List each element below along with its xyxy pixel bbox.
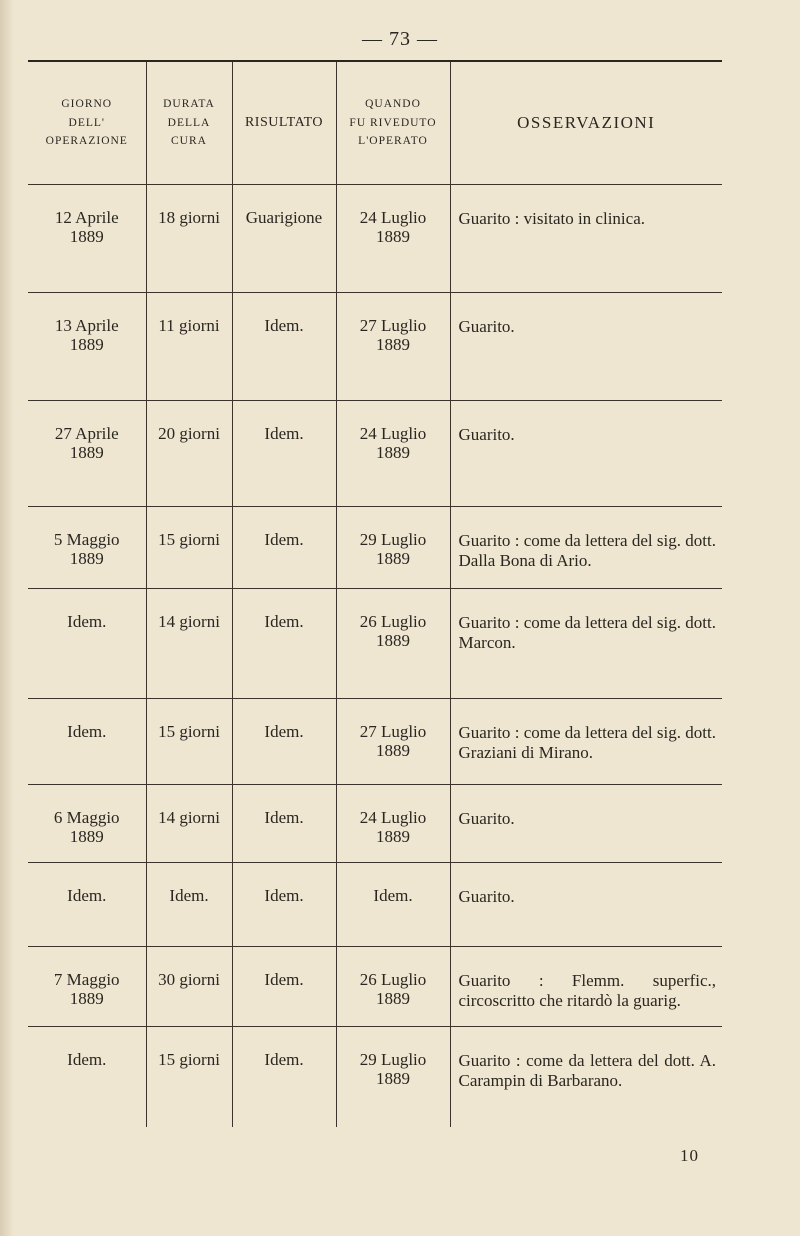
cell-giorno: Idem. [28, 589, 146, 699]
table-body [28, 185, 722, 1127]
cell-risultato: Idem. [232, 401, 336, 507]
cell-osservazioni: Guarito. [450, 863, 722, 947]
cell-quando: 24 Luglio 1889 [336, 785, 450, 863]
cell-durata: 20 giorni [146, 401, 232, 507]
table-row [28, 1027, 722, 1127]
cell-durata: 14 giorni [146, 589, 232, 699]
results-table [28, 62, 722, 1127]
table-row [28, 589, 722, 699]
cell-durata: 15 giorni [146, 699, 232, 785]
cell-osservazioni: Guarito : come da lettera del sig. dott. Dalla Bona di Ario. [450, 507, 722, 589]
cell-durata: 30 giorni [146, 947, 232, 1027]
cell-osservazioni: Guarito : Flemm. superfic., circoscritto che ritardò la guarig. [450, 947, 722, 1027]
cell-risultato: Idem. [232, 1027, 336, 1127]
cell-giorno: 7 Maggio 1889 [28, 947, 146, 1027]
cell-giorno: Idem. [28, 863, 146, 947]
cell-risultato: Idem. [232, 699, 336, 785]
cell-quando: 24 Luglio 1889 [336, 401, 450, 507]
cell-quando: 29 Luglio 1889 [336, 1027, 450, 1127]
cell-giorno: 6 Maggio 1889 [28, 785, 146, 863]
cell-risultato: Guarigione [232, 185, 336, 293]
cell-giorno: 27 Aprile 1889 [28, 401, 146, 507]
table-row [28, 293, 722, 401]
header-durata-cura: DURATA DELLA CURA [146, 62, 232, 185]
cell-durata: 11 giorni [146, 293, 232, 401]
cell-giorno: 13 Aprile 1889 [28, 293, 146, 401]
cell-quando: 29 Luglio 1889 [336, 507, 450, 589]
header-risultato: RISULTATO [232, 62, 336, 185]
cell-quando: 26 Luglio 1889 [336, 589, 450, 699]
cell-risultato: Idem. [232, 863, 336, 947]
header-quando-riveduto: QUANDO FU RIVEDUTO L'OPERATO [336, 62, 450, 185]
cell-quando: 27 Luglio 1889 [336, 699, 450, 785]
cell-osservazioni: Guarito. [450, 785, 722, 863]
table-row [28, 699, 722, 785]
header-giorno-operazione: GIORNO DELL' OPERAZIONE [28, 62, 146, 185]
cell-osservazioni: Guarito : come da lettera del sig. dott. Marcon. [450, 589, 722, 699]
table-row [28, 785, 722, 863]
cell-risultato: Idem. [232, 785, 336, 863]
cell-durata: 14 giorni [146, 785, 232, 863]
cell-osservazioni: Guarito : come da lettera del dott. A. Carampin di Barbarano. [450, 1027, 722, 1127]
cell-giorno: Idem. [28, 699, 146, 785]
cell-risultato: Idem. [232, 947, 336, 1027]
table-row [28, 507, 722, 589]
cell-giorno: Idem. [67, 1050, 107, 1069]
page-number: — 73 — [362, 28, 438, 50]
table-row [28, 863, 722, 947]
cell-risultato: Idem. [232, 293, 336, 401]
table-row [28, 185, 722, 293]
cell-risultato: Idem. [232, 589, 336, 699]
cell-osservazioni: Guarito. [450, 401, 722, 507]
cell-quando: 26 Luglio 1889 [336, 947, 450, 1027]
table-row [28, 401, 722, 507]
cell-quando: 24 Luglio 1889 [336, 185, 450, 293]
table-row [28, 947, 722, 1027]
cell-quando: Idem. [336, 863, 450, 947]
cell-durata: 18 giorni [146, 185, 232, 293]
cell-osservazioni: Guarito. [450, 293, 722, 401]
header-osservazioni: OSSERVAZIONI [450, 62, 722, 185]
cell-durata: 15 giorni [146, 507, 232, 589]
page-edge-shadow [0, 0, 14, 1236]
cell-giorno: 5 Maggio 1889 [28, 507, 146, 589]
cell-giorno: 12 Aprile 1889 [28, 185, 146, 293]
cell-risultato: Idem. [232, 507, 336, 589]
cell-durata: Idem. [146, 863, 232, 947]
signature-mark: 10 [680, 1146, 699, 1165]
cell-osservazioni: Guarito : visitato in clinica. [450, 185, 722, 293]
cell-quando: 27 Luglio 1889 [336, 293, 450, 401]
cell-osservazioni: Guarito : come da lettera del sig. dott. Graziani di Mirano. [450, 699, 722, 785]
table-header-row [28, 62, 722, 185]
results-table-container [28, 60, 722, 1142]
cell-durata: 15 giorni [146, 1027, 232, 1127]
